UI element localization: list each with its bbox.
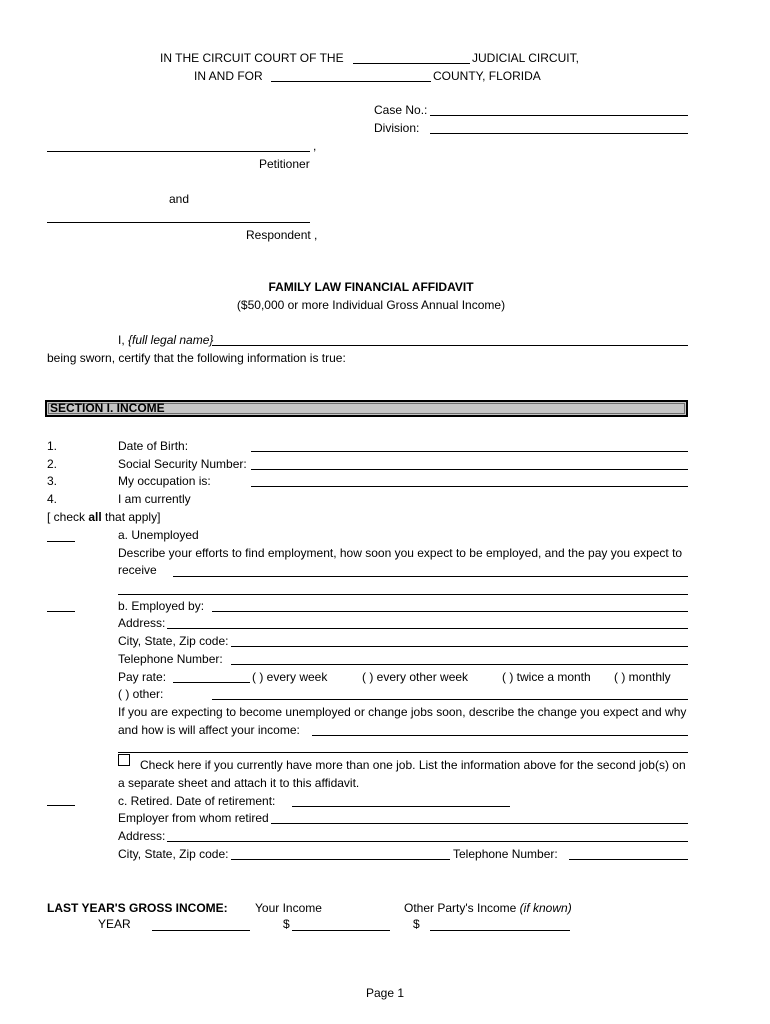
year-label: YEAR [98,917,131,931]
check-all-instruction [47,510,160,524]
retired-phone-field[interactable] [569,859,688,860]
oath-statement: being sworn, certify that the following information is true: [47,351,346,365]
case-no-label: Case No.: [374,103,428,117]
unemployed-describe-2: receive [118,563,157,577]
dob-label: Date of Birth: [118,439,189,453]
pay-rate-field[interactable] [173,682,250,683]
employer-phone-label: Telephone Number: [118,652,223,666]
year-field[interactable] [152,930,250,931]
item-number-1: 1. [47,439,58,453]
job-change-field-2[interactable] [118,752,688,753]
dob-field[interactable] [251,451,688,452]
job-change-text-1: If you are expecting to become unemployed or change jobs soon, describe the change you expect and why [118,705,687,719]
retired-city-field[interactable] [231,859,450,860]
job-change-text-2: and how is will affect your income: [118,723,300,737]
full-legal-name-hint: {full legal name} [128,333,214,347]
petitioner-comma: , [313,139,317,153]
division-field[interactable] [430,133,688,134]
retired-check-blank[interactable] [47,805,75,806]
item-number-3: 3. [47,474,58,488]
retired-employer-label: Employer from whom retired [118,811,269,825]
employer-address-field[interactable] [167,628,688,629]
section-income-header [45,400,688,417]
retired-employer-field[interactable] [271,823,688,824]
your-income-field[interactable] [292,930,390,931]
petitioner-label: Petitioner [259,157,310,171]
retired-city-label: City, State, Zip code: [118,847,229,861]
case-no-field[interactable] [430,115,688,116]
currently-label: I am currently [118,492,191,506]
your-income-dollar-sign: $ [283,917,290,931]
retired-address-label: Address: [118,829,166,843]
employer-city-field[interactable] [231,646,688,647]
pay-other-option[interactable]: ( ) other: [118,687,164,701]
employer-field[interactable] [212,611,688,612]
pay-other-field[interactable] [212,699,688,700]
other-party-income-label [404,901,572,915]
pay-twice-month-option[interactable]: ( ) twice a month [502,670,591,684]
other-party-if-known: (if known) [519,901,572,915]
other-income-dollar-sign: $ [413,917,420,931]
oath-prefix: I, [118,333,125,347]
occupation-label: My occupation is: [118,474,211,488]
court-suffix: JUDICIAL CIRCUIT, [472,51,579,65]
unemployed-efforts-field-2[interactable] [118,594,688,595]
pay-every-other-week-option[interactable]: ( ) every other week [362,670,469,684]
employer-city-label: City, State, Zip code: [118,634,229,648]
item-number-4: 4. [47,492,58,506]
division-label: Division: [374,121,420,135]
retirement-date-field[interactable] [292,806,510,807]
check-all-word: all [88,510,102,524]
item-number-2: 2. [47,457,58,471]
multiple-jobs-text-1: Check here if you currently have more than one job. List the information above for the second job(s) on [140,758,686,772]
occupation-field[interactable] [251,486,688,487]
employed-check-blank[interactable] [47,611,75,612]
other-party-prefix: Other Party's Income [404,901,520,915]
multiple-jobs-checkbox[interactable] [118,754,130,766]
multiple-jobs-text-2: a separate sheet and attach it to this affidavit. [118,776,360,790]
your-income-label: Your Income [255,901,322,915]
ssn-field[interactable] [251,469,688,470]
employer-phone-field[interactable] [231,664,688,665]
respondent-field[interactable] [47,222,310,223]
judicial-circuit-field[interactable] [353,63,470,64]
and-label: and [169,192,190,206]
respondent-label: Respondent , [246,228,318,242]
form-subtitle: ($50,000 or more Individual Gross Annual Income) [236,298,506,312]
section-title: SECTION I. INCOME [50,401,165,415]
county-prefix: IN AND FOR [194,69,263,83]
retired-label: c. Retired. Date of retirement: [118,794,276,808]
employer-address-label: Address: [118,616,166,630]
job-change-field[interactable] [312,735,688,736]
form-title: FAMILY LAW FINANCIAL AFFIDAVIT [268,280,474,294]
court-prefix: IN THE CIRCUIT COURT OF THE [160,51,344,65]
page-number: Page 1 [366,986,405,1000]
unemployed-efforts-field[interactable] [173,576,688,577]
county-suffix: COUNTY, FLORIDA [433,69,541,83]
petitioner-field[interactable] [47,151,310,152]
check-suffix: that apply] [101,510,161,524]
employed-label: b. Employed by: [118,599,205,613]
pay-monthly-option[interactable]: ( ) monthly [614,670,671,684]
unemployed-label: a. Unemployed [118,528,199,542]
retired-phone-label: Telephone Number: [453,847,558,861]
county-field[interactable] [271,81,431,82]
ssn-label: Social Security Number: [118,457,247,471]
full-legal-name-field[interactable] [212,345,688,346]
unemployed-describe-1: Describe your efforts to find employment, how soon you expect to be employed, and the pay you expect to [118,546,683,560]
gross-income-label: LAST YEAR'S GROSS INCOME: [47,901,228,915]
other-party-income-field[interactable] [430,930,570,931]
pay-every-week-option[interactable]: ( ) every week [252,670,328,684]
unemployed-check-blank[interactable] [47,541,75,542]
pay-rate-label: Pay rate: [118,670,167,684]
check-prefix: [ check [47,510,89,524]
retired-address-field[interactable] [167,841,688,842]
